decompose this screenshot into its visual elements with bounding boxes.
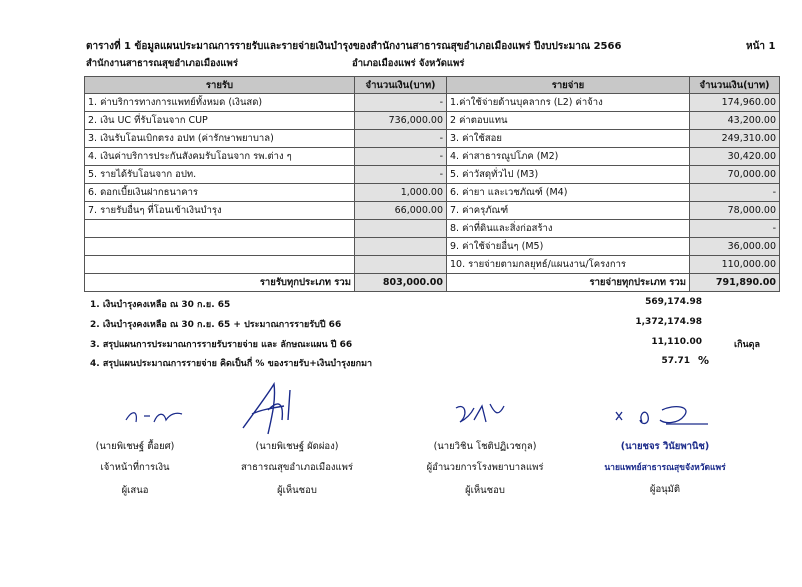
income-amount: - (355, 130, 447, 148)
table-row (85, 256, 780, 274)
expense-amount: 43,200.00 (690, 112, 780, 130)
expense-amount: - (690, 220, 780, 238)
table-row (85, 130, 780, 148)
income-item: 3. เงินรับโอนเบิกตรง อปท (ค่ารักษาพยาบาล) (85, 130, 355, 148)
signer-role: สาธารณสุขอำเภอเมืองแพร่ (240, 462, 354, 473)
signer-name: (นายวิชิน โชติปฏิเวชกุล) (433, 441, 537, 452)
document-title: ตารางที่ 1 ข้อมูลแผนประมาณการรายรับและรายจ่ายเงินบำรุงของสำนักงานสาธารณสุขอำเภอเมืองแพร่ ปีงบประมาณ 2566 (86, 41, 622, 52)
income-total-amount: 803,000.00 (355, 274, 447, 292)
signature-block-3 (410, 439, 560, 498)
expense-amount-header: จำนวนเงิน(บาท) (690, 77, 780, 94)
table-row (85, 94, 780, 112)
budget-table (84, 76, 780, 292)
signer-name: (นายพิเชษฐ์ ตื้อยศ) (95, 441, 175, 452)
signature-block-4 (590, 439, 740, 497)
office-location: อำเภอเมืองแพร่ จังหวัดแพร่ (352, 58, 465, 69)
summary-label: 4. สรุปแผนประมาณการรายจ่าย คิดเป็นกี่ % ของรายรับ+เงินบำรุงยกมา (90, 359, 373, 369)
summary-label: 1. เงินบำรุงคงเหลือ ณ 30 ก.ย. 65 (90, 300, 231, 310)
expense-item: 2 ค่าตอบแทน (447, 112, 690, 130)
expense-item: 8. ค่าที่ดินและสิ่งก่อสร้าง (447, 220, 690, 238)
table-row (85, 148, 780, 166)
income-item (85, 256, 355, 274)
expense-amount: 78,000.00 (690, 202, 780, 220)
signer-action: ผู้เห็นชอบ (277, 485, 317, 496)
expense-amount: 70,000.00 (690, 166, 780, 184)
summary-value: 1,372,174.98 (635, 317, 702, 327)
income-amount (355, 238, 447, 256)
expense-item: 10. รายจ่ายตามกลยุทธ์/แผนงาน/โครงการ (447, 256, 690, 274)
income-item: 7. รายรับอื่นๆ ที่โอนเข้าเงินบำรุง (85, 202, 355, 220)
table-row (85, 202, 780, 220)
income-amount-header: จำนวนเงิน(บาท) (355, 77, 447, 94)
income-amount: - (355, 94, 447, 112)
office-name: สำนักงานสาธารณสุขอำเภอเมืองแพร่ (86, 58, 238, 69)
expense-item: 5. ค่าวัสดุทั่วไป (M3) (447, 166, 690, 184)
expense-amount: 249,310.00 (690, 130, 780, 148)
income-amount (355, 220, 447, 238)
income-header: รายรับ (85, 77, 355, 94)
summary-value: 11,110.00 (651, 337, 702, 347)
income-amount: - (355, 148, 447, 166)
table-row (85, 238, 780, 256)
expense-item: 4. ค่าสาธารณูปโภค (M2) (447, 148, 690, 166)
expense-total-amount: 791,890.00 (690, 274, 780, 292)
signer-role: ผู้อำนวยการโรงพยาบาลแพร่ (426, 462, 544, 473)
expense-amount: 110,000.00 (690, 256, 780, 274)
income-item: 5. รายได้รับโอนจาก อปท. (85, 166, 355, 184)
summary-note: % (698, 354, 710, 367)
signature-3 (450, 398, 510, 426)
table-header-row (85, 77, 780, 94)
income-amount: 1,000.00 (355, 184, 447, 202)
table-row (85, 184, 780, 202)
income-total-label: รายรับทุกประเภท รวม (85, 274, 355, 292)
table-row (85, 112, 780, 130)
income-item: 4. เงินค่าบริการประกันสังคมรับโอนจาก รพ.ต่าง ๆ (85, 148, 355, 166)
expense-amount: 174,960.00 (690, 94, 780, 112)
expense-amount: 30,420.00 (690, 148, 780, 166)
income-amount: - (355, 166, 447, 184)
expense-item: 1.ค่าใช้จ่ายด้านบุคลากร (L2) ค่าจ้าง (447, 94, 690, 112)
signature-block-2 (222, 439, 372, 498)
summary-value: 57.71 (661, 356, 690, 366)
income-item (85, 238, 355, 256)
income-amount (355, 256, 447, 274)
signature-4 (612, 402, 722, 430)
expense-total-label: รายจ่ายทุกประเภท รวม (447, 274, 690, 292)
signer-name: (นายชจร วินัยพานิช) (620, 441, 710, 452)
expense-amount: 36,000.00 (690, 238, 780, 256)
signer-name: (นายพิเชษฐ์ ผัดผ่อง) (255, 441, 339, 452)
table-row (85, 166, 780, 184)
summary-note: เกินดุล (734, 340, 761, 350)
signature-block-1 (80, 439, 190, 498)
expense-item: 7. ค่าครุภัณฑ์ (447, 202, 690, 220)
income-amount: 736,000.00 (355, 112, 447, 130)
signer-action: ผู้อนุมัติ (649, 484, 681, 495)
summary-label: 2. เงินบำรุงคงเหลือ ณ 30 ก.ย. 65 + ประมาณการรายรับปี 66 (90, 320, 342, 330)
expense-item: 3. ค่าใช้สอย (447, 130, 690, 148)
expense-amount: - (690, 184, 780, 202)
income-item: 1. ค่าบริการทางการแพทย์ทั้งหมด (เงินสด) (85, 94, 355, 112)
signer-role: นายแพทย์สาธารณสุขจังหวัดแพร่ (604, 463, 726, 473)
signer-action: ผู้เห็นชอบ (465, 485, 505, 496)
signer-role: เจ้าหน้าที่การเงิน (100, 462, 170, 473)
table-total-row (85, 274, 780, 292)
signature-1 (118, 402, 188, 430)
summary-label: 3. สรุปแผนการประมาณการรายรับรายจ่าย และ ลักษณะแผน ปี 66 (90, 340, 353, 350)
expense-item: 9. ค่าใช้จ่ายอื่นๆ (M5) (447, 238, 690, 256)
page-number: หน้า 1 (746, 41, 776, 52)
summary-value: 569,174.98 (645, 297, 702, 307)
expense-item: 6. ค่ายา และเวชภัณฑ์ (M4) (447, 184, 690, 202)
income-item: 6. ดอกเบี้ยเงินฝากธนาคาร (85, 184, 355, 202)
signature-2 (238, 380, 308, 436)
income-item (85, 220, 355, 238)
signer-action: ผู้เสนอ (121, 485, 149, 496)
income-item: 2. เงิน UC ที่รับโอนจาก CUP (85, 112, 355, 130)
table-row (85, 220, 780, 238)
income-amount: 66,000.00 (355, 202, 447, 220)
expense-header: รายจ่าย (447, 77, 690, 94)
